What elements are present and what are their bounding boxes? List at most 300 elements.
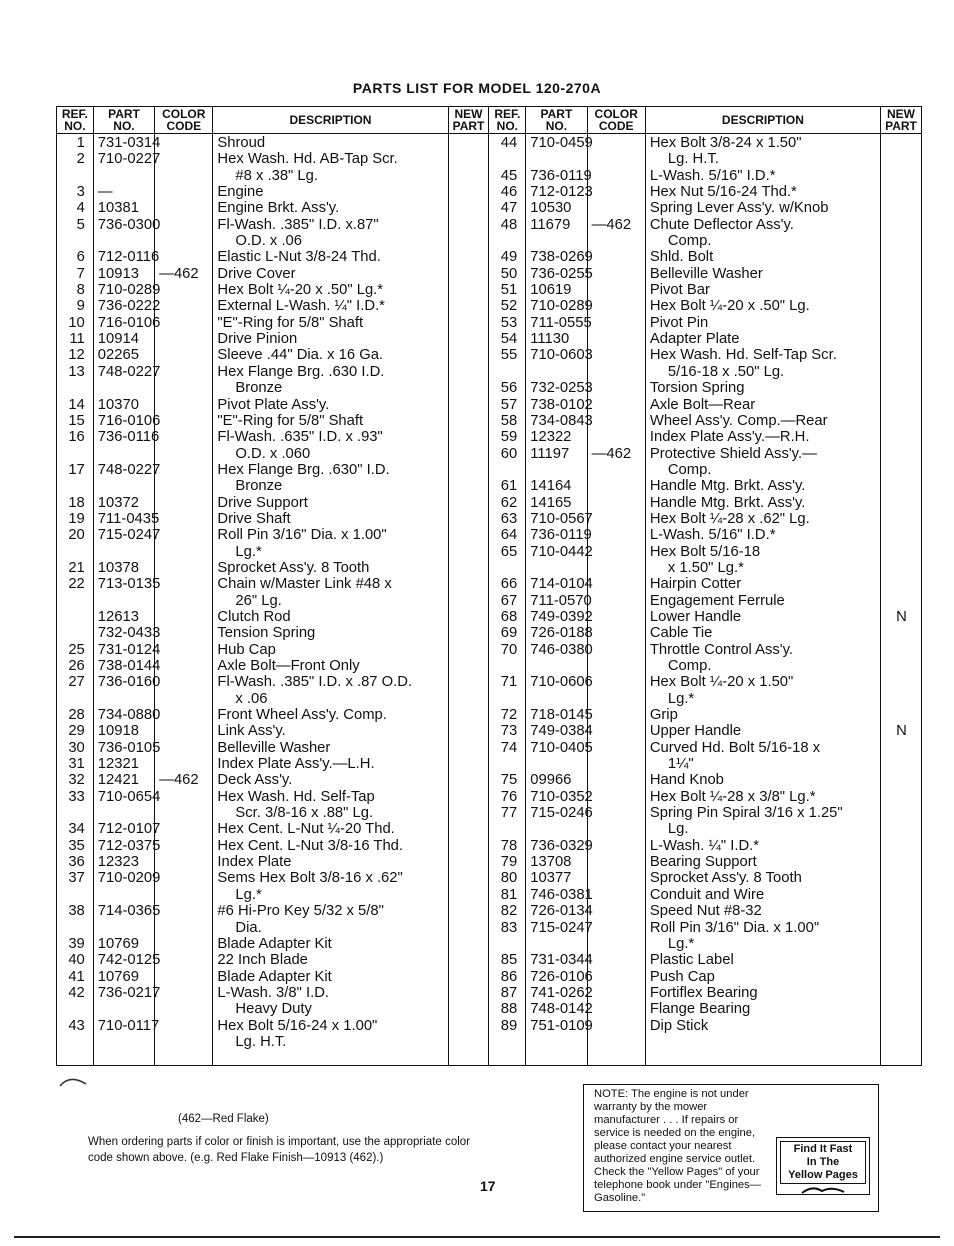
- row-description-line: Belleville Washer: [649, 265, 763, 282]
- row-description-line: O.D. x .060: [235, 445, 311, 462]
- row-description-line: Chain w/Master Link #48 x: [217, 576, 392, 593]
- row-new-cell: [885, 315, 918, 331]
- row-description-line: Hex Bolt ¼-28 x .62" Lg.: [649, 510, 810, 527]
- row-color-cell: [592, 315, 642, 331]
- row-part-cell: 12321: [97, 756, 139, 773]
- row-part-cell: 12323: [97, 854, 139, 871]
- row-description-line: Sprocket Ass'y. 8 Tooth: [649, 870, 802, 887]
- row-description-line: Index Plate Ass'y.—L.H.: [217, 756, 375, 773]
- row-color-cell: [159, 985, 209, 1001]
- row-part-cell: 736-0119: [530, 527, 592, 544]
- row-new-cell: [885, 298, 918, 314]
- row-new-cell: [885, 576, 918, 592]
- row-color-cell: [159, 560, 209, 576]
- row-spacer: [159, 1001, 209, 1017]
- row-spacer: [159, 380, 209, 396]
- row-spacer: [885, 364, 918, 380]
- row-color-cell: [159, 315, 209, 331]
- row-ref-cell: 32: [68, 772, 85, 789]
- row-ref-cell: 37: [68, 870, 85, 887]
- row-part-cell: 10381: [97, 200, 139, 217]
- row-description-line: x .06: [235, 690, 268, 707]
- row-spacer: [885, 658, 918, 674]
- header-ref-left: REF. NO.: [57, 107, 94, 134]
- row-spacer: [61, 544, 85, 560]
- row-ref-cell: 45: [500, 167, 518, 184]
- row-spacer: [453, 544, 486, 560]
- row-color-cell: [159, 1018, 209, 1034]
- row-color-cell: [159, 854, 209, 870]
- row-spacer: [61, 478, 85, 494]
- row-spacer: [530, 462, 583, 478]
- row-ref-cell: 87: [500, 984, 518, 1001]
- row-new-cell: [453, 413, 486, 429]
- row-new-cell: [453, 429, 486, 445]
- row-part-cell: 716-0106: [97, 314, 161, 331]
- left-ref-column: [57, 134, 94, 1066]
- row-spacer: [453, 478, 486, 494]
- row-part-cell: 746-0381: [530, 886, 593, 903]
- row-ref-cell: 5: [76, 216, 85, 233]
- row-new-cell: [885, 625, 918, 641]
- row-description-line: Elastic L-Nut 3/8-24 Thd.: [217, 249, 381, 266]
- row-part-cell: 751-0109: [530, 1017, 593, 1034]
- row-part-cell: 714-0365: [97, 903, 161, 920]
- row-description-line: Hex Bolt 5/16-24 x 1.00": [217, 1017, 378, 1034]
- row-part-cell: 10378: [97, 559, 139, 576]
- row-new-cell: [453, 903, 486, 919]
- row-color-cell: [592, 511, 642, 527]
- row-color-cell: [159, 609, 209, 625]
- row-new-cell: [453, 511, 486, 527]
- row-ref-cell: 12: [68, 347, 85, 364]
- row-part-cell: 11197: [530, 445, 570, 462]
- row-color-cell: [592, 985, 642, 1001]
- row-color-cell: [159, 397, 209, 413]
- row-new-cell: [885, 282, 918, 298]
- header-color-right: COLOR CODE: [587, 107, 645, 134]
- row-spacer: [453, 1001, 486, 1017]
- row-part-cell: 736-0116: [97, 429, 160, 446]
- row-ref-cell: [61, 625, 85, 641]
- row-color-cell: [592, 870, 642, 886]
- row-description-line: Protective Shield Ass'y.—: [649, 445, 817, 462]
- row-part-cell: 710-0405: [530, 739, 593, 756]
- badge-line-3: Yellow Pages: [788, 1169, 858, 1181]
- row-description-line: Speed Nut #8-32: [649, 903, 762, 920]
- color-code-note: (462—Red Flake): [178, 1113, 269, 1125]
- row-new-cell: [453, 870, 486, 886]
- row-spacer: [885, 936, 918, 952]
- row-spacer: [453, 805, 486, 821]
- row-new-cell: [885, 887, 918, 903]
- row-description-line: Scr. 3/8-16 x .88" Lg.: [235, 805, 374, 822]
- row-color-cell: [159, 740, 209, 756]
- row-spacer: [98, 233, 151, 249]
- row-description-line: Tension Spring: [217, 625, 316, 642]
- row-color-cell: [159, 135, 209, 151]
- row-part-cell: 746-0380: [530, 641, 593, 658]
- row-color-cell: [159, 625, 209, 641]
- row-description-line: Bronze: [235, 478, 283, 495]
- row-spacer: [592, 691, 642, 707]
- row-description-line: Hex Cent. L-Nut ¼-20 Thd.: [217, 821, 395, 838]
- row-description-line: Conduit and Wire: [649, 886, 765, 903]
- row-spacer: [98, 805, 151, 821]
- row-description-line: Link Ass'y.: [217, 723, 286, 740]
- row-part-cell: 710-0442: [530, 543, 593, 560]
- row-new-cell: [885, 674, 918, 690]
- row-new-cell: [453, 364, 486, 380]
- row-spacer: [98, 380, 151, 396]
- row-color-cell: [592, 674, 642, 690]
- row-ref-cell: 6: [76, 249, 85, 266]
- header-desc-right: DESCRIPTION: [645, 107, 880, 134]
- row-part-cell: 715-0246: [530, 805, 593, 822]
- row-ref-cell: 14: [68, 396, 85, 413]
- row-description-line: Hand Knob: [649, 772, 724, 789]
- row-new-cell: [453, 952, 486, 968]
- row-description-line: x 1.50" Lg.*: [667, 559, 744, 576]
- row-description-line: Shld. Bolt: [649, 249, 714, 266]
- row-new-cell: [885, 397, 918, 413]
- row-part-cell: 12613: [97, 608, 139, 625]
- row-ref-cell: 52: [500, 298, 518, 315]
- row-spacer: [61, 233, 85, 249]
- row-part-cell: 748-0142: [530, 1001, 593, 1018]
- row-new-cell: [885, 870, 918, 886]
- row-color-cell: [159, 495, 209, 511]
- row-color-cell: [159, 527, 209, 543]
- row-spacer: [453, 920, 486, 936]
- row-part-cell: 732-0433: [97, 625, 161, 642]
- row-color-cell: [592, 969, 642, 985]
- row-new-cell: [453, 560, 486, 576]
- yellow-pages-badge: [776, 1137, 870, 1195]
- row-description-line: Engagement Ferrule: [649, 592, 785, 609]
- row-ref-cell: 48: [500, 216, 518, 233]
- right-color-column: [587, 134, 645, 1066]
- row-spacer: [592, 151, 642, 167]
- row-description-line: Lg.*: [667, 690, 695, 707]
- row-color-cell: —462: [159, 265, 199, 282]
- row-spacer: [98, 691, 151, 707]
- row-spacer: [159, 920, 209, 936]
- row-new-cell: N: [896, 723, 907, 740]
- row-color-cell: [592, 887, 642, 903]
- row-color-cell: [592, 135, 642, 151]
- row-ref-cell: 8: [76, 282, 85, 299]
- row-new-cell: [453, 936, 486, 952]
- row-ref-cell: 49: [500, 249, 518, 266]
- row-description-line: Comp.: [667, 233, 712, 250]
- row-part-cell: 726-0134: [530, 903, 593, 920]
- row-ref-cell: 3: [76, 184, 85, 201]
- row-description-line: Shroud: [217, 135, 266, 151]
- row-color-cell: [159, 576, 209, 592]
- row-color-cell: [159, 658, 209, 674]
- row-part-cell: 749-0392: [530, 608, 593, 625]
- row-new-cell: [885, 380, 918, 396]
- row-ref-cell: 89: [500, 1017, 518, 1034]
- row-description-line: "E"-Ring for 5/8" Shaft: [217, 412, 364, 429]
- right-new-column: [881, 134, 922, 1066]
- row-new-cell: [885, 429, 918, 445]
- row-description-line: Roll Pin 3/16" Dia. x 1.00": [649, 919, 820, 936]
- row-spacer: [159, 805, 209, 821]
- row-description-line: Hub Cap: [217, 641, 276, 658]
- row-description-line: L-Wash. ¼" I.D.*: [649, 837, 759, 854]
- row-new-cell: [885, 446, 918, 462]
- row-ref-cell: 57: [500, 396, 518, 413]
- row-description-line: Lg.*: [235, 543, 262, 560]
- row-part-cell: 10377: [530, 870, 572, 887]
- row-part-cell: 02265: [97, 347, 139, 364]
- row-new-cell: [453, 723, 486, 739]
- row-new-cell: [885, 707, 918, 723]
- row-part-cell: 10769: [97, 935, 139, 952]
- row-part-cell: 12421: [97, 772, 139, 789]
- row-spacer: [493, 233, 517, 249]
- row-spacer: [530, 364, 583, 380]
- left-part-column: [93, 134, 161, 1066]
- row-description-line: Fl-Wash. .385" I.D. x .87 O.D.: [217, 674, 413, 691]
- warranty-note-text: NOTE: The engine is not under warranty by the mower manufacturer . . . If repairs or service is needed on the engine, please contact your nearest authorized engine service outlet. Check the "Yellow Pages" of your telephone book under "Engines—Gasoline.": [594, 1088, 761, 1204]
- row-spacer: [453, 1034, 486, 1050]
- row-ref-cell: 64: [500, 527, 518, 544]
- row-part-cell: 718-0145: [530, 707, 593, 724]
- row-description-line: Pivot Plate Ass'y.: [217, 396, 330, 413]
- row-part-cell: 710-0603: [530, 347, 593, 364]
- row-spacer: [885, 756, 918, 772]
- row-part-cell: 726-0106: [530, 968, 593, 985]
- row-ref-cell: 43: [68, 1017, 85, 1034]
- row-new-cell: [885, 200, 918, 216]
- row-part-cell: 710-0352: [530, 788, 593, 805]
- row-color-cell: [592, 249, 642, 265]
- row-part-cell: 13708: [530, 854, 572, 871]
- row-part-cell: 10530: [530, 200, 572, 217]
- row-color-cell: [592, 723, 642, 739]
- row-description-line: Hex Bolt 5/16-18: [649, 543, 761, 560]
- row-ref-cell: 86: [500, 968, 518, 985]
- row-spacer: [885, 233, 918, 249]
- row-color-cell: [592, 266, 642, 282]
- row-part-cell: 711-0555: [530, 314, 592, 331]
- row-new-cell: [453, 576, 486, 592]
- row-color-cell: [592, 168, 642, 184]
- row-part-cell: 12322: [530, 429, 572, 446]
- table-header-row: [57, 107, 922, 134]
- row-new-cell: [885, 789, 918, 805]
- row-ref-cell: 15: [68, 412, 85, 429]
- row-description-line: Index Plate Ass'y.—R.H.: [649, 429, 810, 446]
- row-new-cell: [885, 985, 918, 1001]
- row-color-cell: [592, 642, 642, 658]
- row-color-cell: [592, 331, 642, 347]
- row-spacer: [98, 593, 151, 609]
- row-spacer: [61, 887, 85, 903]
- row-ref-cell: 54: [500, 331, 518, 348]
- row-description-line: Hex Bolt ¼-28 x 3/8" Lg.*: [649, 788, 816, 805]
- row-spacer: [530, 936, 583, 952]
- row-ref-cell: 33: [68, 788, 85, 805]
- row-part-cell: 748-0227: [97, 363, 161, 380]
- row-ref-cell: 65: [500, 543, 518, 560]
- row-new-cell: [453, 642, 486, 658]
- row-new-cell: [453, 1018, 486, 1034]
- right-ref-column: [489, 134, 526, 1066]
- row-part-cell: 715-0247: [530, 919, 593, 936]
- row-color-cell: [592, 903, 642, 919]
- row-color-cell: [592, 707, 642, 723]
- row-description-line: Hairpin Cotter: [649, 576, 742, 593]
- row-color-cell: [159, 413, 209, 429]
- row-description-line: #8 x .38" Lg.: [235, 167, 318, 184]
- table-body-row: [57, 134, 922, 1066]
- row-new-cell: [453, 200, 486, 216]
- row-part-cell: 731-0124: [97, 641, 161, 658]
- row-new-cell: [453, 184, 486, 200]
- row-new-cell: [885, 952, 918, 968]
- row-spacer: [493, 756, 517, 772]
- row-ref-cell: 61: [500, 478, 518, 495]
- row-description-line: Plastic Label: [649, 952, 734, 969]
- row-description-line: Handle Mtg. Brkt. Ass'y.: [649, 478, 806, 495]
- row-ref-cell: 31: [68, 756, 85, 773]
- row-ref-cell: 85: [500, 952, 518, 969]
- row-part-cell: 736-0300: [97, 216, 161, 233]
- row-ref-cell: 38: [68, 903, 85, 920]
- row-part-cell: 716-0106: [97, 412, 161, 429]
- row-spacer: [453, 168, 486, 184]
- row-ref-cell: 39: [68, 935, 85, 952]
- row-new-cell: [453, 821, 486, 837]
- row-part-cell: 710-0654: [97, 788, 161, 805]
- row-new-cell: [885, 642, 918, 658]
- row-color-cell: [592, 282, 642, 298]
- row-color-cell: [592, 593, 642, 609]
- row-description-line: Lg. H.T.: [667, 151, 719, 168]
- row-ref-cell: 55: [500, 347, 518, 364]
- row-description-line: Hex Wash. Hd. Self-Tap Scr.: [649, 347, 837, 364]
- row-spacer: [61, 920, 85, 936]
- row-ref-cell: 44: [500, 135, 518, 151]
- row-new-cell: [453, 298, 486, 314]
- row-part-cell: 11679: [530, 216, 571, 233]
- row-description-line: Fl-Wash. .385" I.D. x.87": [217, 216, 379, 233]
- row-ref-cell: 36: [68, 854, 85, 871]
- row-new-cell: [885, 1018, 918, 1034]
- row-description-line: Drive Shaft: [217, 510, 291, 527]
- row-spacer: [493, 936, 517, 952]
- row-spacer: [592, 756, 642, 772]
- row-color-cell: [592, 380, 642, 396]
- parts-table: [56, 106, 922, 1066]
- row-new-cell: [453, 266, 486, 282]
- row-spacer: [493, 658, 517, 674]
- row-new-cell: [885, 838, 918, 854]
- row-part-cell: 741-0262: [530, 984, 593, 1001]
- row-spacer: [592, 821, 642, 837]
- row-spacer: [530, 151, 583, 167]
- row-ref-cell: 80: [500, 870, 518, 887]
- row-description-line: 22 Inch Blade: [217, 952, 308, 969]
- row-new-cell: [453, 347, 486, 363]
- row-color-cell: [159, 511, 209, 527]
- row-ref-cell: 77: [500, 805, 518, 822]
- row-part-cell: 734-0843: [530, 412, 593, 429]
- row-spacer: [885, 151, 918, 167]
- row-part-cell: 10372: [97, 494, 139, 511]
- row-color-cell: [159, 151, 209, 167]
- row-color-cell: [159, 364, 209, 380]
- row-color-cell: [592, 854, 642, 870]
- row-ref-cell: 29: [68, 723, 85, 740]
- row-part-cell: 736-0255: [530, 265, 593, 282]
- row-color-cell: [159, 838, 209, 854]
- row-description-line: Lg.*: [235, 886, 262, 903]
- row-ref-cell: 81: [500, 886, 518, 903]
- row-new-cell: [885, 249, 918, 265]
- row-color-cell: [592, 527, 642, 543]
- row-part-cell: 736-0160: [97, 674, 161, 691]
- row-color-cell: [159, 674, 209, 690]
- row-ref-cell: 13: [68, 363, 85, 380]
- row-new-cell: [885, 854, 918, 870]
- row-part-cell: 712-0107: [97, 821, 161, 838]
- row-new-cell: [885, 184, 918, 200]
- row-color-cell: [159, 642, 209, 658]
- row-ref-cell: 4: [76, 200, 85, 217]
- row-part-cell: 710-0209: [97, 870, 161, 887]
- row-new-cell: [453, 315, 486, 331]
- row-part-cell: 714-0104: [530, 576, 593, 593]
- row-spacer: [159, 446, 209, 462]
- row-color-cell: [159, 200, 209, 216]
- row-description-line: Comp.: [667, 461, 712, 478]
- row-description-line: Sprocket Ass'y. 8 Tooth: [217, 559, 370, 576]
- row-part-cell: 738-0269: [530, 249, 593, 266]
- row-description-line: Hex Bolt 3/8-24 x 1.50": [649, 135, 802, 151]
- row-spacer: [61, 380, 85, 396]
- row-ref-cell: 26: [68, 658, 85, 674]
- row-new-cell: [453, 151, 486, 167]
- row-ref-cell: 56: [500, 380, 518, 397]
- row-description-line: Front Wheel Ass'y. Comp.: [217, 707, 387, 724]
- left-new-column: [448, 134, 489, 1066]
- row-part-cell: 710-0606: [530, 674, 593, 691]
- row-color-cell: [592, 544, 642, 560]
- page-number: 17: [480, 1178, 496, 1194]
- row-ref-cell: 67: [500, 592, 518, 609]
- row-new-cell: [885, 347, 918, 363]
- row-color-cell: —462: [591, 216, 632, 233]
- row-new-cell: [885, 217, 918, 233]
- row-new-cell: [453, 740, 486, 756]
- row-description-line: Hex Flange Brg. .630 I.D.: [217, 363, 385, 380]
- row-color-cell: [159, 756, 209, 772]
- row-spacer: [453, 446, 486, 462]
- row-spacer: [493, 462, 517, 478]
- row-part-cell: 711-0435: [97, 510, 160, 527]
- row-color-cell: [592, 609, 642, 625]
- row-ref-cell: 47: [500, 200, 518, 217]
- row-description-line: Clutch Rod: [217, 608, 291, 625]
- row-color-cell: [159, 298, 209, 314]
- row-description-line: Drive Pinion: [217, 331, 298, 348]
- row-new-cell: [885, 511, 918, 527]
